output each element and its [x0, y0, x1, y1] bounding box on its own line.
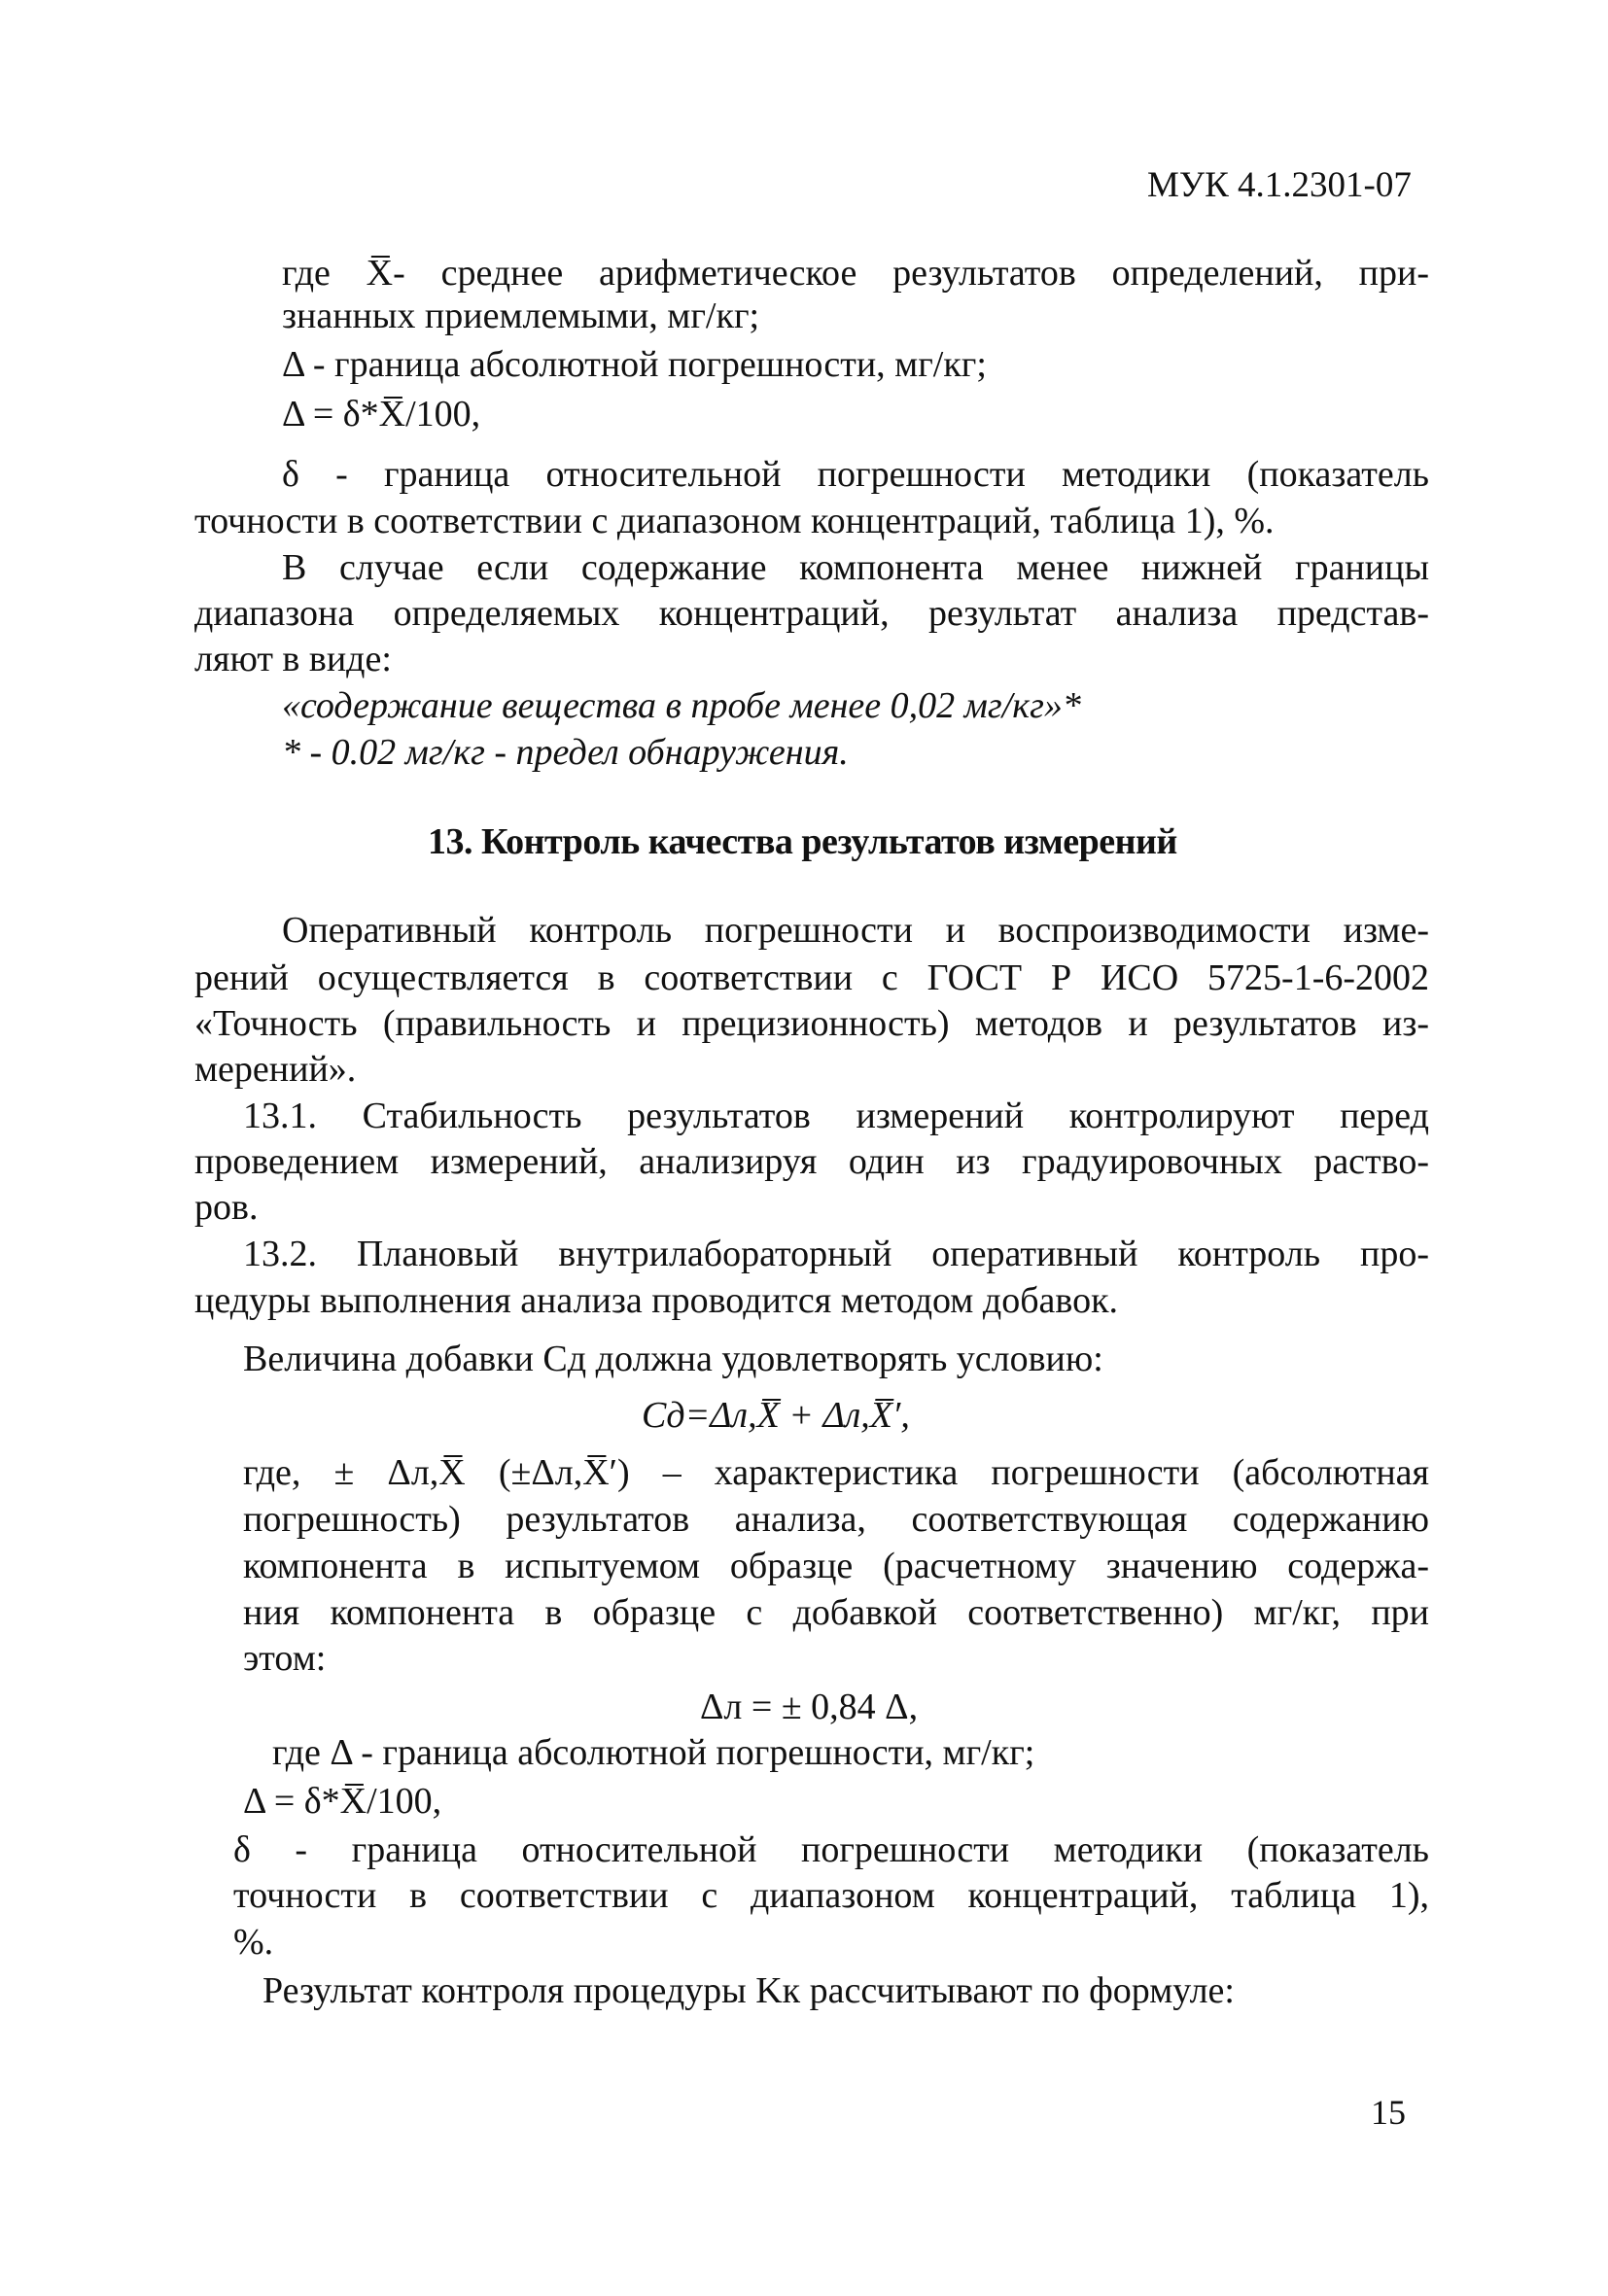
text-line: «Точность (правильность и прецизионность) методов и результатов из-: [194, 1003, 1429, 1044]
section-title: 13. Контроль качества результатов измерений: [428, 821, 1177, 862]
text-line: компонента в испытуемом образце (расчетному значению содержа-: [243, 1546, 1429, 1586]
text-line: проведением измерений, анализируя один из градуировочных раство-: [194, 1141, 1429, 1182]
text-line: погрешность) результатов анализа, соответствующая содержанию: [243, 1499, 1429, 1540]
formula-line: Δл = ± 0,84 Δ,: [700, 1687, 919, 1727]
text-line: δ - граница относительной погрешности методики (показатель: [282, 454, 1429, 495]
formula-addition: Cд=Δл,X̅ + Δл,X̅′,: [642, 1395, 910, 1436]
text-line: мерений».: [194, 1049, 357, 1090]
formula-line: Δ = δ*X̅/100,: [282, 394, 481, 435]
text-line: Δ - граница абсолютной погрешности, мг/кг;: [282, 344, 987, 385]
text-line: 13.1. Стабильность результатов измерений контролируют перед: [243, 1096, 1429, 1136]
text-line: ния компонента в образце с добавкой соответственно) мг/кг, при: [243, 1592, 1429, 1633]
text-line: Результат контроля процедуры Kк рассчитывают по формуле:: [262, 1970, 1235, 2011]
formula-line: Δ = δ*X̅/100,: [243, 1781, 442, 1822]
text-line: этом:: [243, 1638, 327, 1679]
text-line: ров.: [194, 1187, 259, 1228]
text-line: %.: [233, 1922, 274, 1963]
text-line: рений осуществляется в соответствии с ГОСТ Р ИСО 5725-1-6-2002: [194, 957, 1429, 998]
document-code: МУК 4.1.2301-07: [1147, 165, 1412, 205]
text-line: В случае если содержание компонента менее нижней границы: [282, 547, 1429, 588]
text-line: точности в соответствии с диапазоном концентраций, таблица 1), %.: [194, 501, 1275, 541]
text-line: где, ± Δл,X̅ (±Δл,X̅′) – характеристика погрешности (абсолютная: [243, 1452, 1429, 1493]
text-line: где X̅- среднее арифметическое результатов определений, при-: [282, 253, 1429, 294]
italic-footnote: * - 0.02 мг/кг - предел обнаружения.: [282, 732, 849, 773]
text-line: где Δ - граница абсолютной погрешности, мг/кг;: [272, 1732, 1035, 1773]
text-line: цедуры выполнения анализа проводится методом добавок.: [194, 1280, 1119, 1321]
text-line: знанных приемлемыми, мг/кг;: [282, 296, 760, 336]
italic-line: «содержание вещества в пробе менее 0,02 мг/кг»*: [282, 685, 1081, 726]
page-number: 15: [1371, 2093, 1406, 2132]
text-line: диапазона определяемых концентраций, результат анализа представ-: [194, 593, 1429, 634]
text-line: δ - граница относительной погрешности методики (показатель: [233, 1829, 1429, 1870]
text-line: Величина добавки Cд должна удовлетворять условию:: [243, 1339, 1103, 1379]
text-line: 13.2. Плановый внутрилабораторный оперативный контроль про-: [243, 1234, 1429, 1274]
text-line: ляют в виде:: [194, 639, 392, 679]
text-line: точности в соответствии с диапазоном концентраций, таблица 1),: [233, 1875, 1429, 1916]
text-line: Оперативный контроль погрешности и воспроизводимости изме-: [282, 910, 1429, 951]
